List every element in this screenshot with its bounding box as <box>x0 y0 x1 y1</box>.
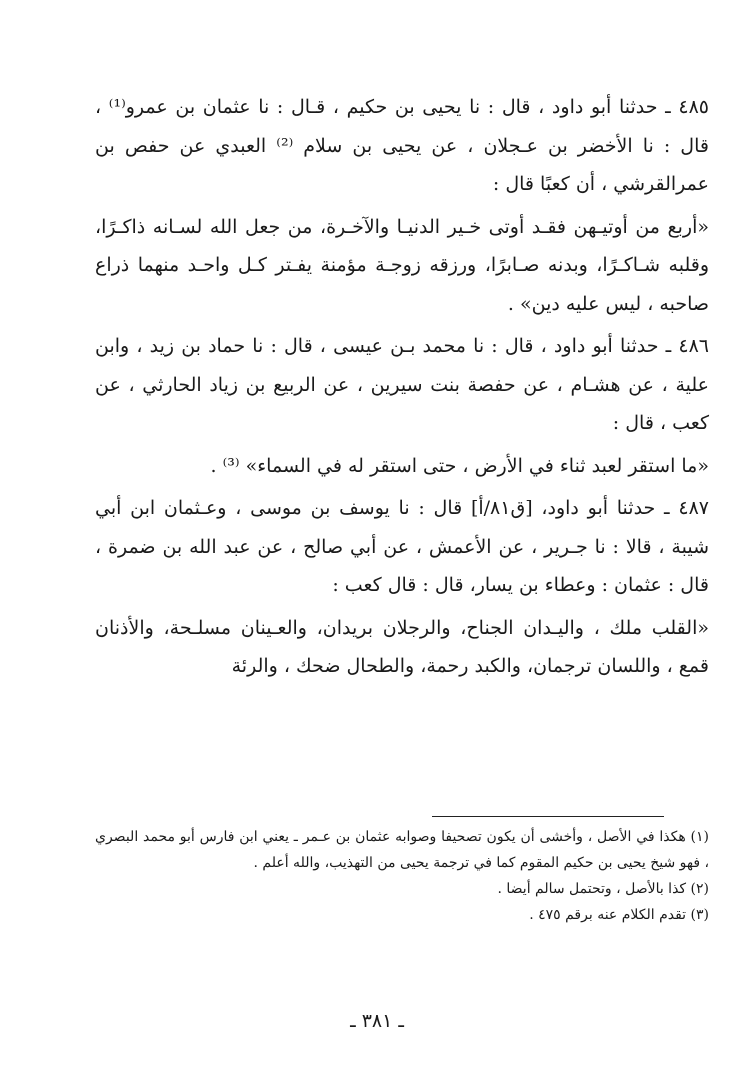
footnote-1: (١) هكذا في الأصل ، وأخشى أن يكون تصحيفا وصوابه عثمان بن عـمر ـ يعني ابن فارس أبو محمد البصري ، فهو شيخ يحيى بن حكيم المقوم كما في ترجمة يحيى من التهذيب، والله أعلم . <box>95 829 709 871</box>
footnotes <box>95 824 709 928</box>
page-number: ـ ٣٨١ ـ <box>350 1010 404 1032</box>
paragraph-485: ٤٨٥ ـ حدثنا أبو داود ، قال : نا يحيى بن حكيم ، قـال : نا عثمان بن عمرو⁽¹⁾ ، قال : نا الأخضر بن عـجلان ، عن يحيى بن سلام ⁽²⁾ العبدي عن حفص بن عمرالقرشي ، أن كعبًا قال : <box>95 96 709 195</box>
quote-487: «القلب ملك ، واليـدان الجناح، والرجلان بريدان، والعـينان مسلـحة، والأذنان قمع ، واللسان ترجمان، والكبد رحمة، والطحال ضحك ، والرئة <box>95 616 709 677</box>
quote-486: «ما استقر لعبد ثناء في الأرض ، حتى استقر له في السماء» ⁽³⁾ . <box>210 454 709 477</box>
footnote-2: (٢) كذا بالأصل ، وتحتمل سالم أيضا . <box>497 881 709 897</box>
main-text <box>95 88 709 690</box>
quote-485: «أربع من أوتيـهن فقـد أوتى خـير الدنيـا والآخـرة، من جعل الله لسـانه ذاكـرًا، وقلبه شـاكـرًا، وبدنه صـابرًا، ورزقه زوجـة مؤمنة يفـتر كـل واحـد منهما ذراع صاحبه ، ليس عليه دين» . <box>95 215 709 315</box>
paragraph-487: ٤٨٧ ـ حدثنا أبو داود، [ق٨١/أ] قال : نا يوسف بن موسى ، وعـثمان ابن أبي شيبة ، قالا : نا جـرير ، عن الأعمش ، عن أبي صالح ، عن عبد الله بن ضمرة ، قال : عثمان : وعطاء بن يسار، قال : قال كعب : <box>95 497 709 596</box>
footnote-3: (٣) تقدم الكلام عنه برقم ٤٧٥ . <box>529 907 709 923</box>
paragraph-486: ٤٨٦ ـ حدثنا أبو داود ، قال : نا محمد بـن عيسى ، قال : نا حماد بن زيد ، وابن علية ، عن هشـام ، عن حفصة بنت سيرين ، عن الربيع بن زياد الحارثي ، عن كعب ، قال : <box>95 335 709 434</box>
footnote-divider <box>432 816 664 817</box>
